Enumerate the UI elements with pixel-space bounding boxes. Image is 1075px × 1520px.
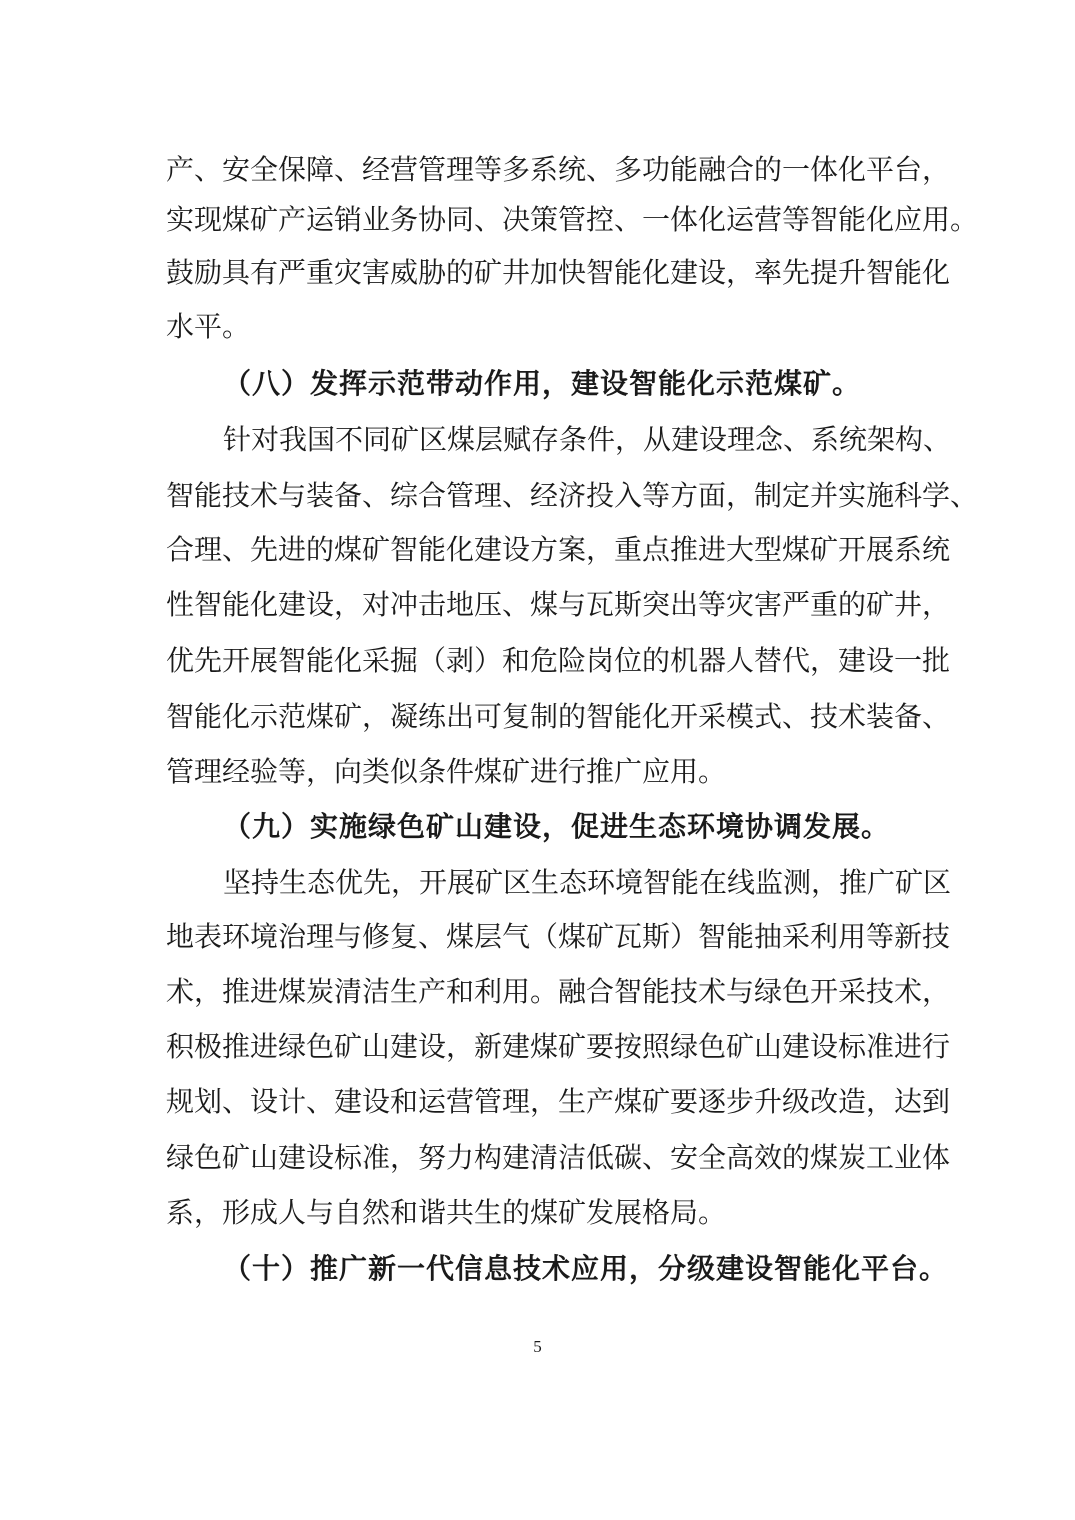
body-text-line: 水平。 xyxy=(166,310,251,343)
body-text-line: 管理经验等，向类似条件煤矿进行推广应用。 xyxy=(166,755,727,788)
body-text-line: 术，推进煤炭清洁生产和利用。融合智能技术与绿色开采技术， xyxy=(166,975,951,1008)
body-text-line: 合理、先进的煤矿智能化建设方案，重点推进大型煤矿开展系统 xyxy=(166,533,951,566)
section-heading-9: （九）实施绿色矿山建设，促进生态环境协调发展。 xyxy=(223,810,891,843)
body-text-line: 积极推进绿色矿山建设，新建煤矿要按照绿色矿山建设标准进行 xyxy=(166,1030,951,1063)
body-text-line: 优先开展智能化采掘（剥）和危险岗位的机器人替代，建设一批 xyxy=(166,644,951,677)
body-text-line: 坚持生态优先，开展矿区生态环境智能在线监测，推广矿区 xyxy=(223,866,952,899)
body-text-line: 规划、设计、建设和运营管理，生产煤矿要逐步升级改造，达到 xyxy=(166,1085,951,1118)
body-text-line: 地表环境治理与修复、煤层气（煤矿瓦斯）智能抽采利用等新技 xyxy=(166,920,951,953)
section-heading-10: （十）推广新一代信息技术应用，分级建设智能化平台。 xyxy=(223,1252,949,1285)
section-heading-8: （八）发挥示范带动作用，建设智能化示范煤矿。 xyxy=(223,367,862,400)
body-text-line: 性智能化建设，对冲击地压、煤与瓦斯突出等灾害严重的矿井， xyxy=(166,588,951,621)
body-text-line: 鼓励具有严重灾害威胁的矿井加快智能化建设，率先提升智能化 xyxy=(166,256,951,289)
body-text-line: 针对我国不同矿区煤层赋存条件，从建设理念、系统架构、 xyxy=(223,423,952,456)
body-text-line: 系，形成人与自然和谐共生的煤矿发展格局。 xyxy=(166,1196,727,1229)
body-text-line: 智能技术与装备、综合管理、经济投入等方面，制定并实施科学、 xyxy=(166,479,979,512)
body-text-line: 绿色矿山建设标准，努力构建清洁低碳、安全高效的煤炭工业体 xyxy=(166,1141,951,1174)
page-number: 5 xyxy=(533,1337,542,1356)
body-text-line: 智能化示范煤矿，凝练出可复制的智能化开采模式、技术装备、 xyxy=(166,700,951,733)
body-text-line: 产、安全保障、经营管理等多系统、多功能融合的一体化平台， xyxy=(166,153,951,186)
body-text-line: 实现煤矿产运销业务协同、决策管控、一体化运营等智能化应用。 xyxy=(166,203,979,236)
